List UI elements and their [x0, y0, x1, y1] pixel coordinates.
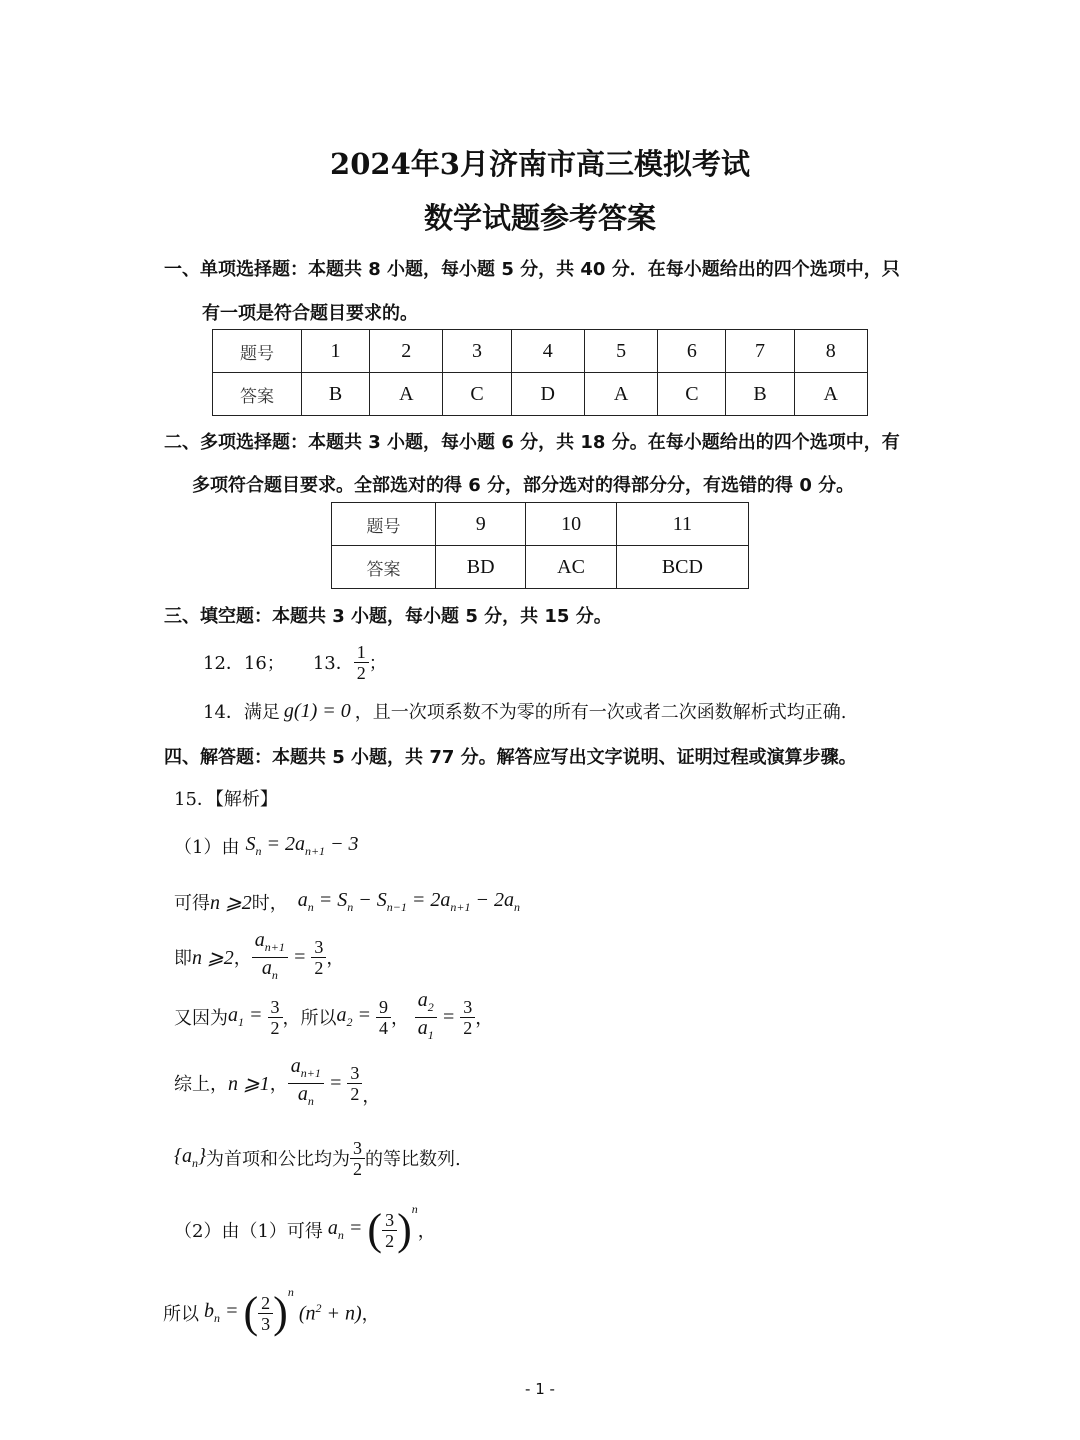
question-number: 10 [526, 503, 616, 546]
answer-12-13: 12．16； 13． $\frac{1}{2}$ ； [203, 641, 387, 683]
solution-line-5: 综上， n ⩾1 ， $\frac{a_{n+1}}{a_n}$ = $\frac{3}{2}$ ， [174, 1054, 381, 1108]
question-number: 8 [794, 330, 867, 373]
answer-cell: BCD [616, 546, 748, 589]
answer-cell: C [658, 373, 726, 416]
q15-label: 15．【解析】 [174, 789, 278, 810]
section1-heading-line2: 有一项是符合题目要求的。 [202, 303, 418, 324]
answer-cell: D [511, 373, 584, 416]
section3-heading: 三、填空题：本题共 3 小题，每小题 5 分，共 15 分。 [164, 606, 612, 627]
solution-line-3: 即 n ⩾2 ， $\frac{a_{n+1}}{a_n}$ = $\frac{3}{2}$ ， [174, 928, 345, 982]
solution-line-7: （2）由（1）可得 $a_n$ = ( $\frac{3}{2}$ ) $^n$ ， [174, 1202, 436, 1254]
question-number: 6 [658, 330, 726, 373]
solution-line-2: 可得 n ⩾2 时， $a_n = S_n - S_{n-1} = 2a_{n+1} - 2a_n$ [174, 889, 520, 914]
question-number: 2 [370, 330, 443, 373]
answer-cell: B [302, 373, 370, 416]
single-choice-answer-table [212, 329, 868, 416]
question-number: 4 [511, 330, 584, 373]
table-row-answers [213, 373, 868, 416]
question-number: 1 [302, 330, 370, 373]
answer-cell: A [370, 373, 443, 416]
section4-heading: 四、解答题：本题共 5 小题，共 77 分。解答应写出文字说明、证明过程或演算步骤。 [164, 747, 857, 768]
answer-cell: A [584, 373, 657, 416]
page-subtitle: 数学试题参考答案 [423, 201, 656, 235]
answer-14: 14．满足 g(1) = 0 ，且一次项系数不为零的所有一次或者二次函数解析式均正确. [203, 699, 847, 723]
page-number: - 1 - [525, 1380, 555, 1398]
answer-cell: C [443, 373, 511, 416]
answer-cell: AC [526, 546, 616, 589]
section2-heading-line1: 二、多项选择题：本题共 3 小题，每小题 6 分，共 18 分。在每小题给出的四个选项中，有 [164, 432, 900, 453]
multi-choice-answer-table [331, 502, 749, 589]
solution-line-8: 所以 $b_n$ = ( $\frac{2}{3}$ ) $^n$ $(n^2 + n)$ ， [163, 1285, 380, 1337]
solution-line-1: （1）由 $S_n = 2a_{n+1} - 3$ [174, 833, 359, 858]
table-row-numbers [213, 330, 868, 373]
page-title: 2024年3月济南市高三模拟考试 [330, 147, 750, 181]
solution-line-4: 又因为 $a_1$ = $\frac{3}{2}$ ，所以 $a_2$ = $\frac{9}{4}$ ， $\frac{a_2}{a_1}$ = $\frac{3}{2}$ ， [174, 988, 494, 1042]
answer-cell: B [726, 373, 794, 416]
table-row-answers [332, 546, 749, 589]
section1-heading-line1: 一、单项选择题：本题共 8 小题，每小题 5 分，共 40 分．在每小题给出的四个选项中，只 [164, 259, 900, 280]
row-label: 答案 [332, 546, 436, 589]
answer-cell: A [794, 373, 867, 416]
row-label: 题号 [213, 330, 302, 373]
question-number: 5 [584, 330, 657, 373]
row-label: 题号 [332, 503, 436, 546]
answer-14-math: g(1) = 0 [283, 699, 351, 722]
question-number: 9 [436, 503, 526, 546]
answer-cell: BD [436, 546, 526, 589]
question-number: 11 [616, 503, 748, 546]
question-number: 7 [726, 330, 794, 373]
table-row-numbers [332, 503, 749, 546]
question-number: 3 [443, 330, 511, 373]
answer-13-fraction: $\frac{1}{2}$ [354, 642, 369, 683]
section2-heading-line2: 多项符合题目要求。全部选对的得 6 分，部分选对的得部分分，有选错的得 0 分。 [192, 475, 855, 496]
solution-line-6: $\{a_n\}$ 为首项和公比均为 $\frac{3}{2}$ 的等比数列. [174, 1137, 461, 1179]
answer-12: 12．16； [203, 653, 285, 674]
row-label: 答案 [213, 373, 302, 416]
answer-13-label: 13． [312, 653, 354, 674]
